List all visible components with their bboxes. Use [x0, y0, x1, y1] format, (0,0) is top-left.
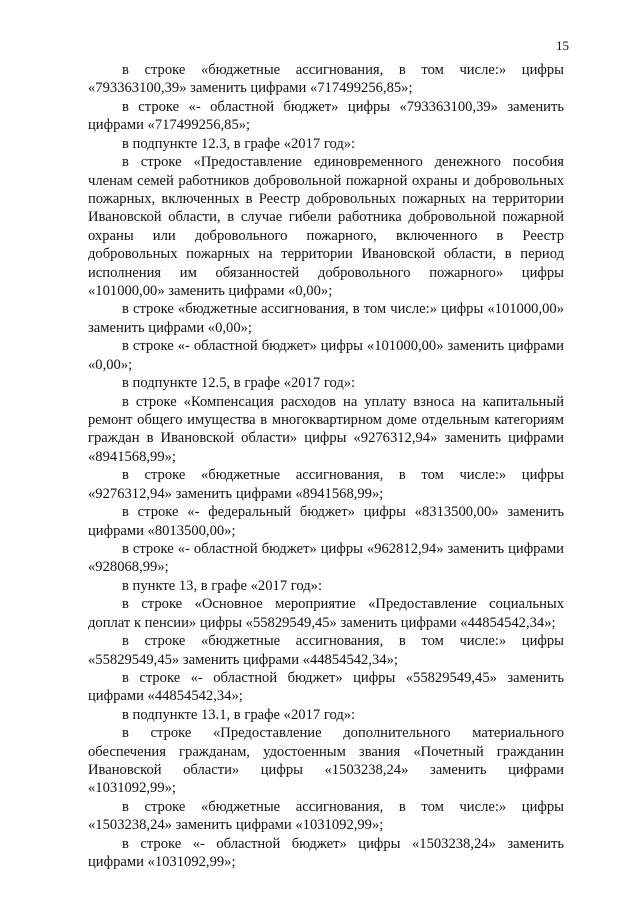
page-number: 15	[556, 38, 569, 53]
paragraph: в пункте 13, в графе «2017 год»:	[122, 577, 323, 594]
paragraph: в строке «- федеральный бюджет» цифры «8313500,00» заменить цифрами «8013500,00»;	[88, 504, 564, 539]
paragraph: в строке «Основное мероприятие «Предоставление социальных доплат к пенсии» цифры «55829549,45» заменить цифрами «44854542,34»;	[88, 596, 564, 631]
paragraph: в строке «бюджетные ассигнования, в том числе:» цифры «1503238,24» заменить цифрами «1031092,99»;	[88, 798, 564, 834]
paragraph: в строке «- областной бюджет» цифры «962812,94» заменить цифрами «928068,99»;	[88, 540, 564, 576]
paragraph: в строке «бюджетные ассигнования, в том числе:» цифры «101000,00» заменить цифрами «0,00»;	[88, 301, 564, 336]
paragraph: в строке «Предоставление единовременного денежного пособия членам семей работников добровольной пожарной охраны и добровольных пожарных, включенных в Реестр добровольных пожарных на территории Ивановской области, в случае гибели работника добровольной пожарной охраны или добровольного пожарного, включенного в Реестр добровольных пожарных на территории Ивановской области, в период исполнения им обязанностей добровольного пожарного» цифры «101000,00» заменить цифрами «0,00»;	[88, 154, 564, 300]
paragraph: в подпункте 13.1, в графе «2017 год»:	[122, 706, 356, 723]
paragraph: в строке «- областной бюджет» цифры «1503238,24» заменить цифрами «1031092,99»;	[88, 835, 564, 871]
paragraph: в строке «- областной бюджет» цифры «101000,00» заменить цифрами «0,00»;	[88, 338, 564, 373]
paragraph: в строке «бюджетные ассигнования, в том числе:» цифры «9276312,94» заменить цифрами «8941568,99»;	[88, 467, 564, 502]
paragraph: в строке «бюджетные ассигнования, в том числе:» цифры «793363100,39» заменить цифрами «717499256,85»;	[88, 62, 564, 97]
paragraph: в строке «Компенсация расходов на уплату взноса на капитальный ремонт общего имущества в многоквартирном доме отдельным категориям граждан в Ивановской области» цифры «9276312,94» заменить цифрами «8941568,99»;	[88, 393, 564, 465]
paragraph: в подпункте 12.5, в графе «2017 год»:	[122, 375, 356, 392]
document-body	[88, 61, 564, 872]
paragraph: в подпункте 12.3, в графе «2017 год»:	[122, 135, 356, 152]
paragraph: в строке «бюджетные ассигнования, в том числе:» цифры «55829549,45» заменить цифрами «44854542,34»;	[88, 633, 564, 668]
paragraph: в строке «- областной бюджет» цифры «55829549,45» заменить цифрами «44854542,34»;	[88, 669, 564, 705]
paragraph: в строке «Предоставление дополнительного материального обеспечения гражданам, удостоенным звания «Почетный гражданин Ивановской области» цифры «1503238,24» заменить цифрами «1031092,99»;	[88, 725, 564, 797]
paragraph: в строке «- областной бюджет» цифры «793363100,39» заменить цифрами «717499256,85»;	[88, 98, 564, 134]
